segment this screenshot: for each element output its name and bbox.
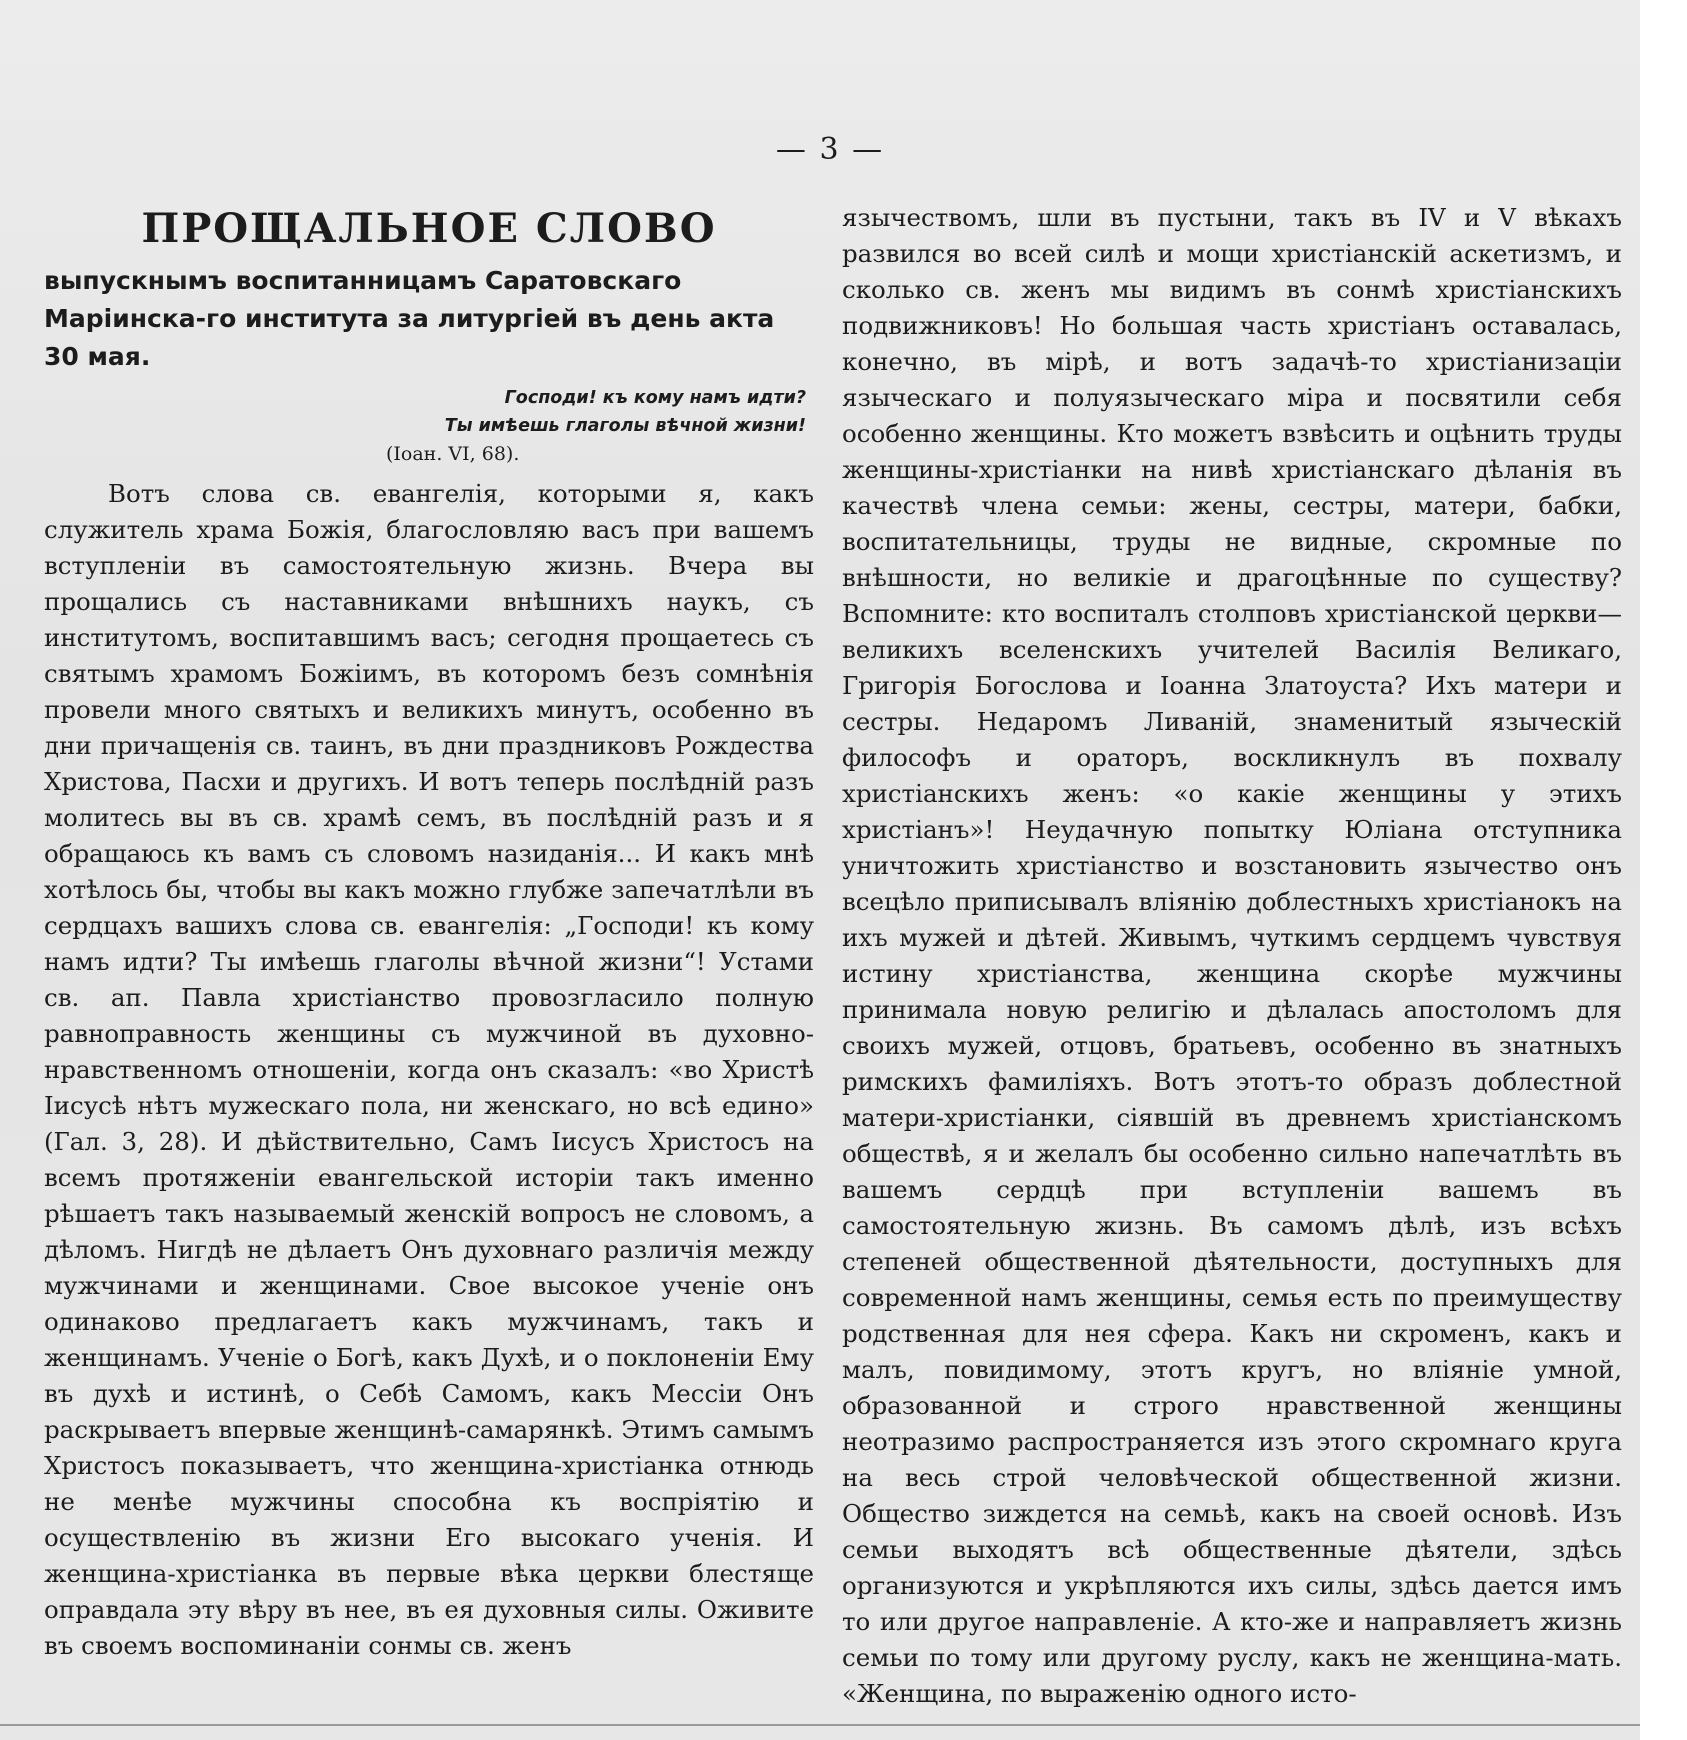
epigraph-source: (Іоан. VI, 68). — [386, 443, 520, 465]
body-text-left: Вотъ слова св. евангелія, которыми я, какъ служитель храма Божія, благословляю васъ при вашемъ вступленіи въ самостоятельную жизнь. Вчера вы прощались съ наставниками внѣшнихъ наукъ, съ институтомъ, воспитавшимъ васъ; сегодня прощаетесь съ святымъ храмомъ Божіимъ, въ которомъ безъ сомнѣнія провели много святыхъ и великихъ минутъ, особенно въ дни причащенія св. таинъ, въ дни праздниковъ Рождества Христова, Пасхи и другихъ. И вотъ теперь послѣдній разъ молитесь вы въ св. храмѣ семъ, въ послѣдній разъ и я обращаюсь къ вамъ съ словомъ назиданія... И какъ мнѣ хотѣлось бы, чтобы вы какъ можно глубже запечатлѣли въ сердцахъ вашихъ слова св. евангелія: „Господи! къ кому намъ идти? Ты имѣешь глаголы вѣчной жизни“! Устами св. ап. Павла христіанство провозгласило полную равноправность женщины съ мужчиной въ духовно-нравственномъ отношеніи, когда онъ сказалъ: «во Христѣ Іисусѣ нѣтъ мужескаго пола, ни женскаго, но всѣ едино» (Гал. 3, 28). И дѣйствительно, Самъ Іисусъ Христосъ на всемъ протяженіи евангельской исторіи такъ именно рѣшаетъ такъ называемый женскій вопросъ не словомъ, а дѣломъ. Нигдѣ не дѣлаетъ Онъ духовнаго различія между мужчинами и женщинами. Свое высокое ученіе онъ одинаково предлагаетъ какъ мужчинамъ, такъ и женщинамъ. Ученіе о Богѣ, какъ Духѣ, и о поклоненіи Ему въ духѣ и истинѣ, о Себѣ Самомъ, какъ Мессіи Онъ раскрываетъ впервые женщинѣ-самарянкѣ. Этимъ самымъ Христосъ показываетъ, что женщина-христіанка отнюдь не менѣе мужчины способна къ воспріятію и осуществленію въ жизни Его высокаго ученія. И женщина-христіанка въ первые вѣка церкви блестяще оправдала эту вѣру въ нее, въ ея духовныя силы. Оживите въ своемъ воспоминаніи сонмы св. женъ — [44, 479, 814, 1660]
epigraph-line-1: Господи! къ кому намъ идти? — [504, 388, 806, 408]
bottom-edge-line — [0, 1724, 1640, 1726]
epigraph — [44, 384, 814, 468]
epigraph-line-2: Ты имѣешь глаголы вѣчной жизни! — [444, 416, 806, 436]
right-column — [842, 200, 1622, 1720]
body-text-right: язычествомъ, шли въ пустыни, такъ въ IV и V вѣкахъ развился во всей силѣ и мощи христіанскій аскетизмъ, и сколько св. женъ мы видимъ въ сонмѣ христіанскихъ подвижниковъ! Но большая часть христіанъ оставалась, конечно, въ мірѣ, и вотъ задачѣ-то христіанизаціи языческаго и полуязыческаго міра и посвятили себя особенно женщины. Кто можетъ взвѣсить и оцѣнить труды женщины-христіанки на нивѣ христіанскаго дѣланія въ качествѣ члена семьи: жены, сестры, матери, бабки, воспитательницы, труды не видные, скромные по внѣшности, но великіе и драгоцѣнные по существу? Вспомните: кто воспиталъ столповъ христіанской церкви—великихъ вселенскихъ учителей Василія Великаго, Григорія Богослова и Іоанна Златоуста? Ихъ матери и сестры. Недаромъ Ливаній, знаменитый языческій философъ и ораторъ, воскликнулъ въ похвалу христіанскихъ женъ: «о какіе женщины у этихъ христіанъ»! Неудачную попытку Юліана отступника уничтожить христіанство и возстановить язычество онъ всецѣло приписывалъ вліянію доблестныхъ христіанокъ на ихъ мужей и дѣтей. Живымъ, чуткимъ сердцемъ чувствуя истину христіанства, женщина скорѣе мужчины принимала новую религію и дѣлалась апостоломъ для своихъ мужей, отцовъ, братьевъ, особенно въ знатныхъ римскихъ фамиліяхъ. Вотъ этотъ-то образъ доблестной матери-христіанки, сіявшій въ древнемъ христіанскомъ обществѣ, я и желалъ бы особенно сильно напечатлѣть въ вашемъ сердцѣ при вступленіи вашемъ въ самостоятельную жизнь. Въ самомъ дѣлѣ, изъ всѣхъ степеней общественной дѣятельности, доступныхъ для современной намъ женщины, семья есть по преимуществу родственная для нея сфера. Какъ ни скроменъ, какъ и малъ, повидимому, этотъ кругъ, но вліяніе умной, образованной и строго нравственной женщины неотразимо распространяется изъ этого скромнаго круга на весь строй человѣческой общественной жизни. Общество зиждется на семьѣ, какъ на своей основѣ. Изъ семьи выходятъ всѣ общественные дѣятели, здѣсь организуются и укрѣпляются ихъ силы, здѣсь дается имъ то или другое направленіе. А кто-же и направляетъ жизнь семьи по тому или другому руслу, какъ не женщина-мать. «Женщина, по выраженію одного исто- — [842, 203, 1622, 1708]
page-margin-strip — [1640, 0, 1687, 1740]
article-subtitle: выпускнымъ воспитанницамъ Саратовскаго Маріинска-го института за литургіей въ день акта 30 мая. — [44, 266, 775, 371]
left-column — [44, 200, 814, 1720]
article-title: ПРОЩАЛЬНОЕ СЛОВО — [141, 205, 717, 252]
page-number: — 3 — — [775, 132, 885, 167]
